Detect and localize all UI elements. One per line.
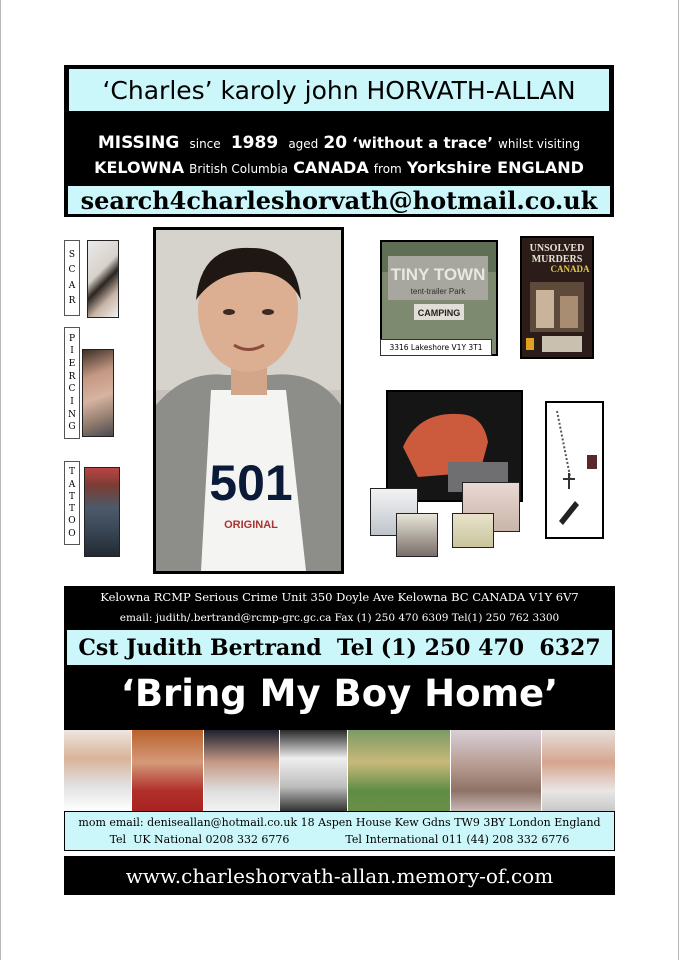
piercing-photo <box>82 349 114 437</box>
rosary-knife-photo <box>545 401 604 539</box>
strip-photo-2 <box>132 730 204 811</box>
scar-label: S C A R <box>64 240 80 316</box>
tattoo-label: T A T T O O <box>64 461 80 545</box>
portrait-illustration <box>156 230 341 571</box>
tattoo-photo <box>84 467 120 557</box>
shirt-original-text: ORIGINAL <box>224 519 278 531</box>
book-title-2: MURDERS <box>531 254 583 265</box>
mom-phone-numbers: Tel UK National 0208 332 6776 Tel International 011 (44) 208 332 6776 <box>109 833 570 846</box>
missing-line-2: KELOWNA British Columbia CANADA from Yorkshire ENGLAND <box>94 158 584 177</box>
strip-photo-1 <box>64 730 132 811</box>
strip-photo-3 <box>204 730 280 811</box>
book-cover <box>520 236 594 359</box>
photo-strip <box>64 730 615 811</box>
book-title-3: CANADA <box>550 264 590 274</box>
name-title: ‘Charles’ karoly john HORVATH-ALLAN <box>68 68 610 112</box>
motel-sign-text: TINY TOWN <box>390 265 486 284</box>
rcmp-email-fax: email: judith/.bertrand@rcmp-grc.gc.ca Fax (1) 250 470 6309 Tel(1) 250 762 3300 <box>119 612 560 624</box>
slogan: ‘Bring My Boy Home’ <box>120 672 559 715</box>
mom-contact <box>64 811 615 851</box>
search-email: search4charleshorvath@hotmail.co.uk <box>68 186 610 214</box>
strip-photo-5 <box>348 730 451 811</box>
mom-email-address: mom email: deniseallan@hotmail.co.uk 18 Aspen House Kew Gdns TW9 3BY London England <box>78 816 601 829</box>
missing-line-1: MISSING since 1989 aged 20 ‘without a trace’ whilst visiting <box>97 133 581 153</box>
piercing-label: P I E R C I N G <box>64 327 80 439</box>
strip-photo-6 <box>451 730 542 811</box>
shirt-501-text: 501 <box>209 455 293 511</box>
clothing-photo-3 <box>396 513 438 557</box>
strip-photo-4 <box>280 730 348 811</box>
motel-sign-subtext: tent-trailer Park <box>410 287 466 296</box>
motel-sign-illustration <box>382 242 496 354</box>
clothing-photo-4 <box>452 513 494 548</box>
rcmp-address: Kelowna RCMP Serious Crime Unit 350 Doyle Ave Kelowna BC CANADA V1Y 6V7 <box>100 590 579 604</box>
motel-address-caption: 3316 Lakeshore V1Y 3T1 <box>380 339 492 356</box>
officer-contact: Cst Judith Bertrand Tel (1) 250 470 6327 <box>67 630 612 665</box>
website-url[interactable]: www.charleshorvath-allan.memory-of.com <box>64 856 615 895</box>
book-title-1: UNSOLVED <box>529 243 585 254</box>
rosary-knife-illustration <box>547 403 602 537</box>
book-cover-illustration <box>522 238 592 357</box>
portrait-photo <box>153 227 344 574</box>
scar-photo <box>87 240 119 318</box>
camping-sign-text: CAMPING <box>417 308 461 318</box>
strip-photo-7 <box>542 730 615 811</box>
